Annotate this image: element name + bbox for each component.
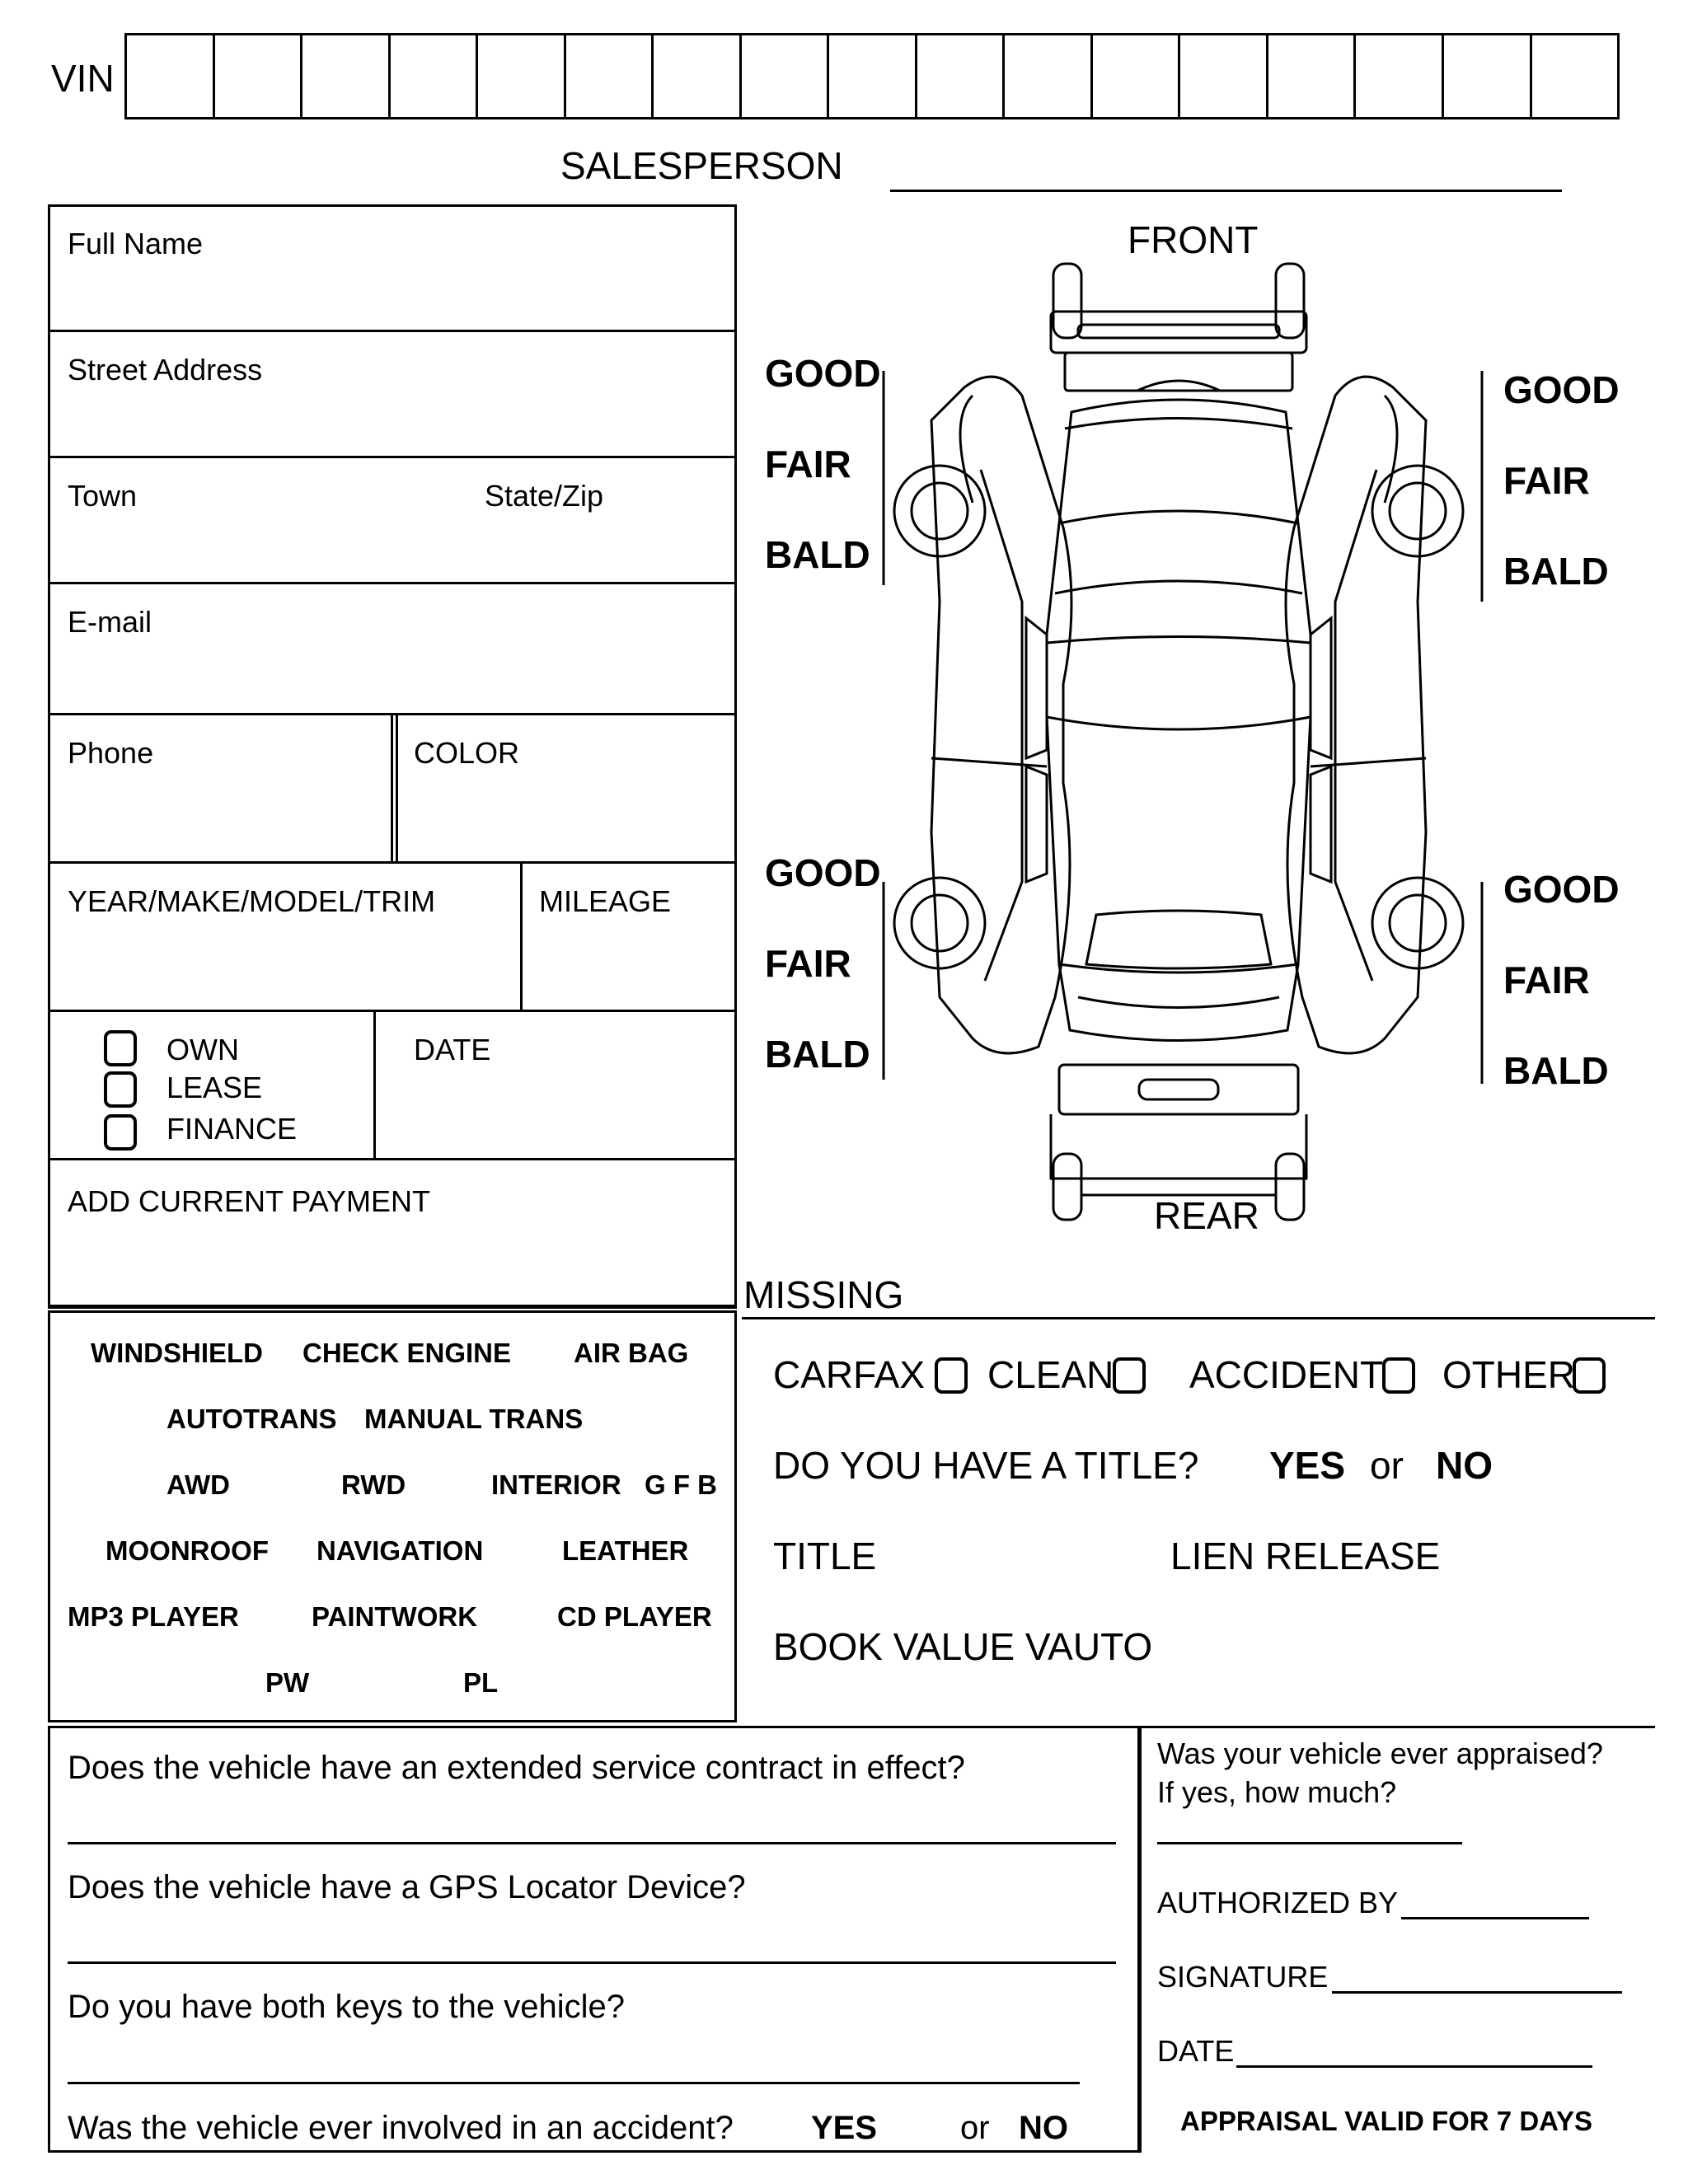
feature-interior[interactable]: INTERIOR: [491, 1469, 621, 1500]
own-label: OWN: [166, 1033, 239, 1066]
tire-front-right: [1372, 466, 1463, 556]
tire-rear-right: [1372, 878, 1463, 968]
front-label: FRONT: [1128, 218, 1259, 261]
keys-question: Do you have both keys to the vehicle?: [68, 1989, 625, 2025]
appraisal-valid-note: APPRAISAL VALID FOR 7 DAYS: [1180, 2106, 1592, 2136]
vin-cell[interactable]: [302, 35, 391, 117]
appraisal-date-line[interactable]: [1236, 2065, 1592, 2068]
full-name-field[interactable]: Full Name: [68, 227, 204, 260]
mileage-field[interactable]: MILEAGE: [539, 884, 672, 918]
finance-label: FINANCE: [166, 1112, 298, 1146]
feature-windshield[interactable]: WINDSHIELD: [91, 1338, 263, 1368]
vin-cell[interactable]: [391, 35, 479, 117]
rear-bumper: [1051, 1065, 1306, 1220]
feature-manual-trans[interactable]: MANUAL TRANS: [364, 1404, 584, 1434]
vin-cell[interactable]: [1180, 35, 1268, 117]
vin-cell[interactable]: [1268, 35, 1357, 117]
vin-cell[interactable]: [742, 35, 830, 117]
tire-rear-left: [894, 878, 985, 968]
date-field[interactable]: DATE: [414, 1033, 491, 1066]
clean-checkbox[interactable]: [1113, 1357, 1146, 1394]
accident-yes-option[interactable]: YES: [811, 2110, 878, 2146]
title-yes-option[interactable]: YES: [1269, 1444, 1346, 1487]
color-field[interactable]: COLOR: [414, 736, 520, 770]
salesperson-label: SALESPERSON: [560, 144, 843, 187]
appraisal-date-label: DATE: [1157, 2034, 1235, 2068]
tire-rr-fair[interactable]: FAIR: [1503, 958, 1590, 1001]
vin-cell[interactable]: [1444, 35, 1532, 117]
feature-check-engine[interactable]: CHECK ENGINE: [302, 1338, 512, 1368]
car-body-top: [1047, 400, 1311, 1041]
tire-fl-good[interactable]: GOOD: [765, 352, 881, 395]
feature-paintwork[interactable]: PAINTWORK: [312, 1601, 478, 1632]
title-or-text: or: [1370, 1444, 1404, 1487]
feature-cd-player[interactable]: CD PLAYER: [557, 1601, 712, 1632]
vin-cell[interactable]: [215, 35, 303, 117]
tire-fl-bald[interactable]: BALD: [765, 533, 870, 576]
keys-answer-line[interactable]: [68, 2082, 1080, 2084]
vin-cell[interactable]: [829, 35, 917, 117]
front-bumper: [1051, 264, 1306, 391]
title-no-option[interactable]: NO: [1436, 1444, 1493, 1487]
vin-cell[interactable]: [654, 35, 742, 117]
vin-cell[interactable]: [1005, 35, 1093, 117]
carfax-checkbox[interactable]: [935, 1357, 968, 1394]
appraised-question: Was your vehicle ever appraised?: [1157, 1736, 1603, 1770]
signature-label: SIGNATURE: [1157, 1960, 1329, 1994]
vin-cell[interactable]: [1093, 35, 1181, 117]
street-address-field[interactable]: Street Address: [68, 353, 263, 387]
phone-field[interactable]: Phone: [68, 736, 154, 770]
feature-interior-gfb[interactable]: G F B: [645, 1469, 717, 1500]
tire-rl-bald[interactable]: BALD: [765, 1033, 870, 1076]
feature-rwd[interactable]: RWD: [341, 1469, 406, 1500]
feature-mp3-player[interactable]: MP3 PLAYER: [68, 1601, 239, 1632]
feature-autotrans[interactable]: AUTOTRANS: [166, 1404, 337, 1434]
car-side-right: [1286, 377, 1426, 1053]
accident-label: ACCIDENT: [1189, 1353, 1384, 1396]
tire-rl-fair[interactable]: FAIR: [765, 942, 851, 985]
vehicle-damage-diagram[interactable]: [849, 255, 1591, 1228]
service-contract-question: Does the vehicle have an extended service contract in effect?: [68, 1750, 965, 1786]
vin-cell[interactable]: [478, 35, 566, 117]
town-field[interactable]: Town: [68, 479, 138, 513]
authorized-by-label: AUTHORIZED BY: [1157, 1886, 1399, 1919]
other-label: OTHER: [1442, 1353, 1575, 1396]
rear-label: REAR: [1154, 1194, 1259, 1237]
tire-rr-good[interactable]: GOOD: [1503, 868, 1620, 911]
feature-awd[interactable]: AWD: [166, 1469, 230, 1500]
vin-cell[interactable]: [1532, 35, 1618, 117]
title-field[interactable]: TITLE: [773, 1535, 877, 1577]
vin-cell[interactable]: [917, 35, 1006, 117]
tire-fr-fair[interactable]: FAIR: [1503, 459, 1590, 502]
vin-cell[interactable]: [566, 35, 654, 117]
authorized-by-line[interactable]: [1401, 1917, 1589, 1919]
questions-box: [48, 1726, 1140, 2153]
signature-line[interactable]: [1332, 1991, 1622, 1994]
vin-input-row[interactable]: [124, 33, 1620, 120]
gps-question: Does the vehicle have a GPS Locator Device?: [68, 1869, 746, 1905]
feature-pl[interactable]: PL: [463, 1667, 499, 1698]
tire-fr-bald[interactable]: BALD: [1503, 550, 1609, 593]
lease-label: LEASE: [166, 1071, 263, 1104]
vin-label: VIN: [51, 57, 115, 100]
appraised-how-much: If yes, how much?: [1157, 1775, 1397, 1809]
finance-checkbox[interactable]: [104, 1114, 137, 1151]
accident-checkbox[interactable]: [1382, 1357, 1415, 1394]
missing-label[interactable]: MISSING: [743, 1273, 904, 1316]
service-contract-answer-line[interactable]: [68, 1842, 1116, 1844]
car-side-left: [931, 377, 1071, 1053]
accident-or-text: or: [960, 2110, 990, 2146]
feature-navigation[interactable]: NAVIGATION: [316, 1535, 484, 1566]
tire-fr-good[interactable]: GOOD: [1503, 368, 1620, 411]
tire-rr-bald[interactable]: BALD: [1503, 1049, 1609, 1092]
book-value-field[interactable]: BOOK VALUE VAUTO: [773, 1625, 1153, 1668]
lease-checkbox[interactable]: [104, 1071, 137, 1108]
feature-air-bag[interactable]: AIR BAG: [574, 1338, 689, 1368]
tire-front-left: [894, 466, 985, 556]
lien-release-field[interactable]: LIEN RELEASE: [1170, 1535, 1441, 1577]
email-field[interactable]: E-mail: [68, 605, 152, 639]
year-make-model-field[interactable]: YEAR/MAKE/MODEL/TRIM: [68, 884, 436, 918]
own-checkbox[interactable]: [104, 1030, 137, 1066]
carfax-label: CARFAX: [773, 1353, 926, 1396]
other-checkbox[interactable]: [1573, 1357, 1606, 1394]
appraised-amount-line[interactable]: [1157, 1842, 1462, 1844]
features-box: [48, 1310, 737, 1722]
vin-cell[interactable]: [1356, 35, 1444, 117]
feature-moonroof[interactable]: MOONROOF: [106, 1535, 269, 1566]
clean-label: CLEAN: [987, 1353, 1114, 1396]
gps-answer-line[interactable]: [68, 1961, 1116, 1964]
title-question: DO YOU HAVE A TITLE?: [773, 1444, 1199, 1487]
feature-pw[interactable]: PW: [265, 1667, 310, 1698]
feature-leather[interactable]: LEATHER: [562, 1535, 689, 1566]
accident-no-option[interactable]: NO: [1019, 2110, 1068, 2146]
current-payment-field[interactable]: ADD CURRENT PAYMENT: [68, 1184, 431, 1218]
vin-cell[interactable]: [127, 35, 215, 117]
state-zip-field[interactable]: State/Zip: [485, 479, 604, 513]
salesperson-line[interactable]: [890, 190, 1562, 192]
tire-fl-fair[interactable]: FAIR: [765, 443, 851, 485]
accident-question: Was the vehicle ever involved in an accident?: [68, 2110, 734, 2146]
tire-rl-good[interactable]: GOOD: [765, 851, 881, 894]
